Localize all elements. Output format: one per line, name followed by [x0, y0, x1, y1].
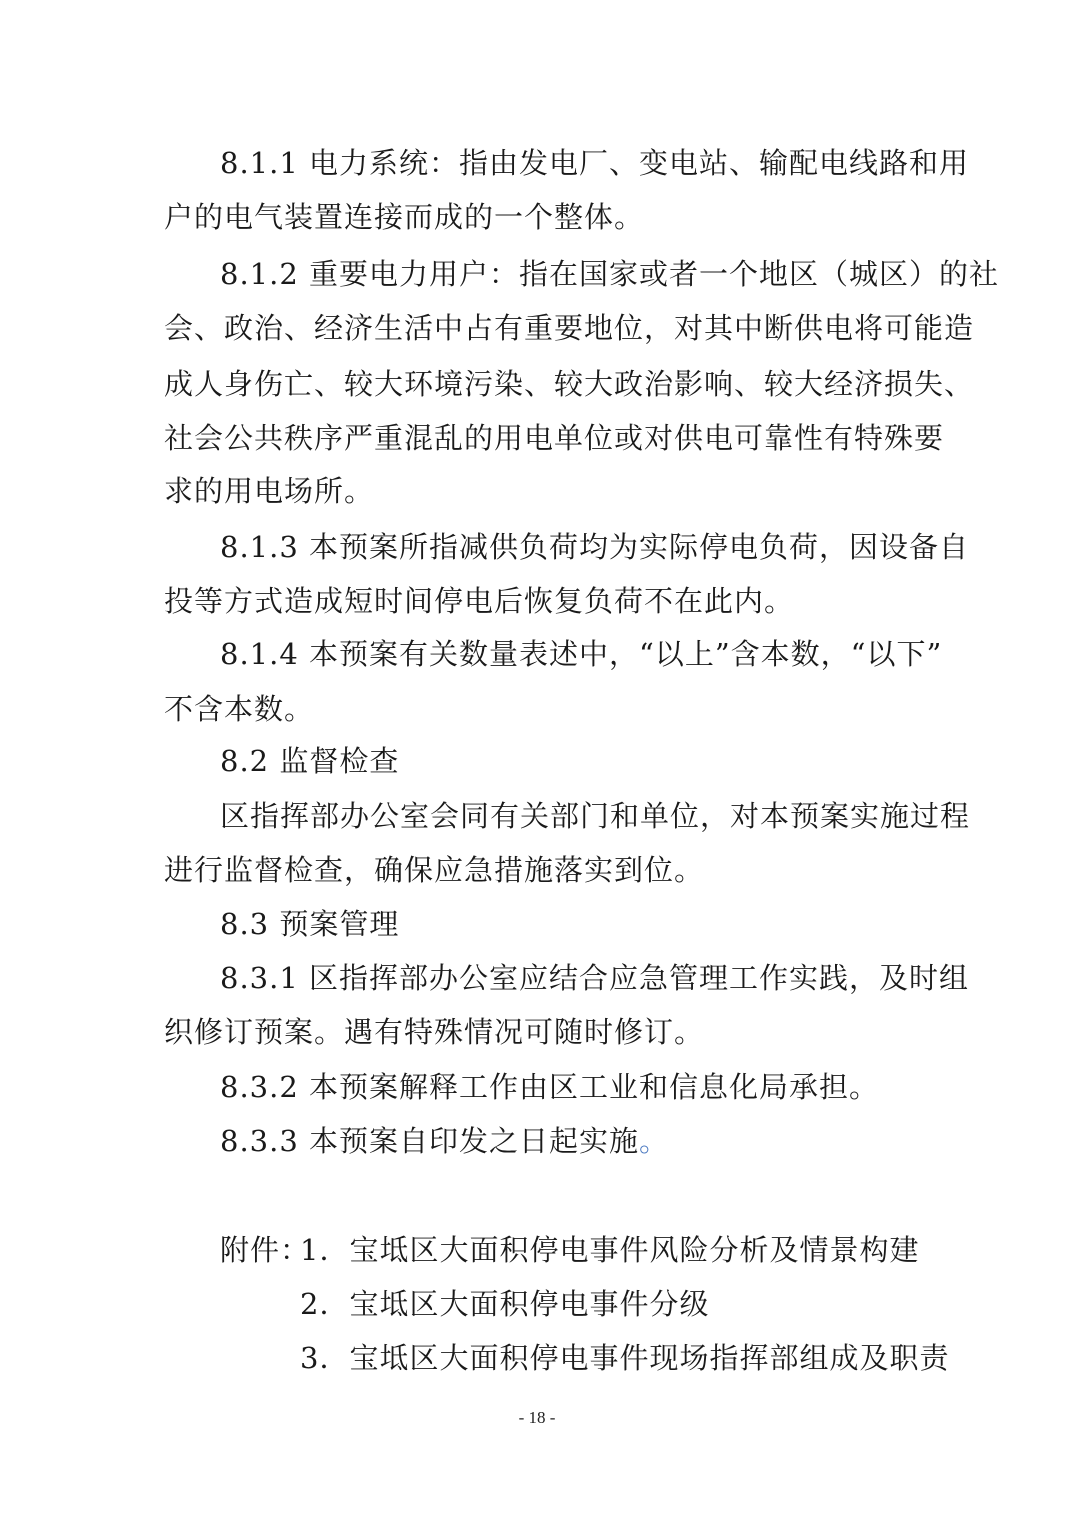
para-8-3-1-line-1: 8.3.1 区指挥部办公室应结合应急管理工作实践，及时组: [220, 961, 970, 995]
para-8-1-2-line-2: 会、政治、经济生活中占有重要地位，对其中断供电将可能造: [164, 311, 975, 345]
para-8-1-4-line-1: 8.1.4 本预案有关数量表述中，“以上”含本数，“以下”: [220, 637, 943, 671]
attachment-item-2: 2．宝坻区大面积停电事件分级: [300, 1287, 710, 1321]
attachment-item-3: 3．宝坻区大面积停电事件现场指挥部组成及职责: [300, 1341, 950, 1375]
para-8-3-2: 8.3.2 本预案解释工作由区工业和信息化局承担。: [220, 1070, 880, 1104]
para-8-1-2-line-3: 成人身伤亡、较大环境污染、较大政治影响、较大经济损失、: [164, 367, 975, 401]
para-8-3-3: [220, 1121, 916, 1161]
page-number: - 18 -: [518, 1408, 556, 1427]
para-8-1-3-line-2: 投等方式造成短时间停电后恢复负荷不在此内。: [164, 584, 795, 618]
para-8-3-3-text: 8.3.3 本预案自印发之日起实施: [220, 1124, 640, 1158]
para-8-1-1-line-2: 户的电气装置连接而成的一个整体。: [164, 200, 645, 234]
para-8-1-2-line-4: 社会公共秩序严重混乱的用电单位或对供电可靠性有特殊要: [164, 421, 945, 455]
para-8-1-4-line-2: 不含本数。: [164, 692, 315, 726]
attachments-label: 附件：: [220, 1233, 311, 1267]
para-8-1-1-line-1: 8.1.1 电力系统：指由发电厂、变电站、输配电线路和用: [220, 146, 970, 180]
para-8-2-line-1: 区指挥部办公室会同有关部门和单位，对本预案实施过程: [220, 799, 971, 833]
para-8-2-line-2: 进行监督检查，确保应急措施落实到位。: [164, 853, 705, 887]
heading-8-2: 8.2 监督检查: [220, 744, 400, 778]
para-8-3-3-period: 。: [639, 1124, 670, 1158]
heading-8-3: 8.3 预案管理: [220, 907, 400, 941]
para-8-1-2-line-5: 求的用电场所。: [164, 474, 375, 508]
attachment-item-1: 1．宝坻区大面积停电事件风险分析及情景构建: [300, 1233, 920, 1267]
para-8-1-3-line-1: 8.1.3 本预案所指减供负荷均为实际停电负荷，因设备自: [220, 530, 970, 564]
para-8-3-1-line-2: 织修订预案。遇有特殊情况可随时修订。: [164, 1015, 705, 1049]
para-8-1-2-line-1: 8.1.2 重要电力用户：指在国家或者一个地区（城区）的社: [220, 257, 1000, 291]
